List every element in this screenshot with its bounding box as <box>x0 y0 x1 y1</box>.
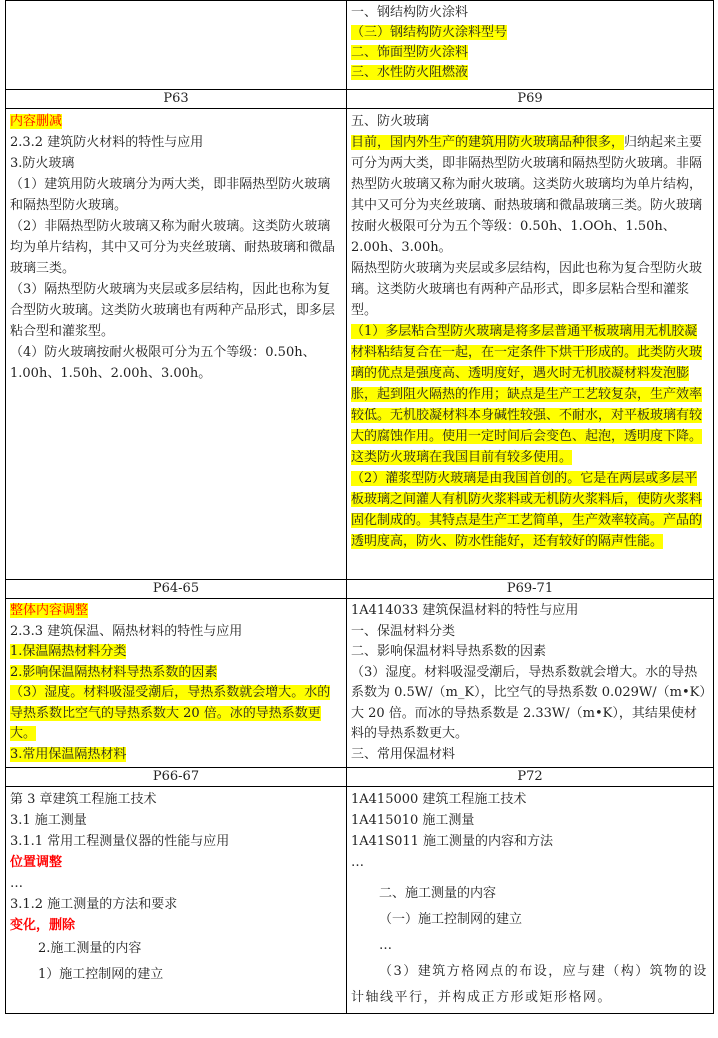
page-label: P69-71 <box>347 580 714 599</box>
paragraph: （3）建筑方格网点的布设，应与建（构）筑物的设计轴线平行，并构成正方形或矩形格网。 <box>351 964 708 1005</box>
text-line: 二、影响保温材料导热系数的因素 <box>351 644 547 659</box>
text-line: 2.3.2 建筑防火材料的特性与应用 <box>10 135 204 150</box>
comparison-table <box>5 0 714 1014</box>
left-cell-empty <box>6 1 347 90</box>
page-label: P69 <box>347 90 714 109</box>
paragraph: （3）隔热型防火玻璃为夹层或多层结构，因此也称为复合型防火玻璃。这类防火玻璃也有两种产品形式，即多层粘合型和灌浆型。 <box>10 282 336 339</box>
change-note: 位置调整 <box>10 855 63 870</box>
page-header-row <box>6 768 714 787</box>
paragraph: （1）建筑用防火玻璃分为两大类，即非隔热型防火玻璃和隔热型防火玻璃。 <box>10 177 331 213</box>
highlighted-text: 目前，国内外生产的建筑用防火玻璃品种很多， <box>351 135 625 150</box>
text-line: 1A41S011 施工测量的内容和方法 <box>351 834 554 849</box>
paragraph: 隔热型防火玻璃为夹层或多层结构，因此也称为复合型防火玻璃。这类防火玻璃也有两种产品形式，即多层粘合型和灌浆型。 <box>351 261 703 318</box>
highlighted-paragraph: （2）灌浆型防火玻璃是由我国首创的。它是在两层或多层平板玻璃之间灌人有机防火浆料或无机防火浆料后，使防火浆料固化制成的。其特点是生产工艺简单，生产效率较高。产品的透明度高，防火、防水性能好，还有较好的隔声性能。 <box>351 471 703 549</box>
highlighted-paragraph: （3）湿度。材料吸湿受潮后，导热系数就会增大。水的导热系数比空气的导热系数大 20 倍。冰的导热系数更大。 <box>10 685 331 741</box>
text-line: 3.1.1 常用工程测量仪器的性能与应用 <box>10 834 230 849</box>
section-title: 五、防火玻璃 <box>351 114 430 129</box>
highlighted-text: 3.常用保温隔热材料 <box>10 746 127 762</box>
highlighted-paragraph: （1）多层粘合型防火玻璃是将多层普通平板玻璃用无机胶凝材料粘结复合在一起，在一定条件下烘干形成的。此类防火玻璃的优点是强度高、透明度好，遇火时无机胶凝材料发泡膨胀，起到阻火隔热的作用；缺点是生产工艺较复杂，生产效率较低。无机胶凝材料本身碱性较强、不耐水，对平板玻璃有较大的腐蚀作用。使用一定时间后会变色、起泡，透明度下降。这类防火玻璃在我国目前有较多使用。 <box>351 324 703 465</box>
text-line: 1A415010 施工测量 <box>351 813 475 828</box>
paragraph: （4）防火玻璃按耐火极限可分为五个等级：0.50h、1.00h、1.50h、2.00h、3.00h。 <box>10 345 316 381</box>
left-cell-insulation <box>6 599 347 768</box>
ellipsis: … <box>379 938 392 953</box>
text-line: 2.施工测量的内容 <box>38 941 142 956</box>
right-cell-insulation <box>347 599 714 768</box>
paragraph-text: 归纳起来主要可分为两大类，即非隔热型防火玻璃和隔热型防火玻璃。非隔热型防火玻璃又称为耐火玻璃。这类防火玻璃均为单片结构，其中又可分为夹丝玻璃、耐热玻璃和微晶玻璃三类。防火玻璃按耐火极限可分为五个等级：0.50h、1.OOh、1.50h、2.00h、3.00h。 <box>351 135 703 255</box>
table-row <box>6 1 714 90</box>
page-label: P63 <box>6 90 347 109</box>
page-label: P72 <box>347 768 714 787</box>
left-cell-fireproof-glass <box>6 109 347 580</box>
table-row <box>6 109 714 580</box>
text-line: 第 3 章建筑工程施工技术 <box>10 792 157 807</box>
text-line: 一、钢结构防火涂料 <box>351 5 469 20</box>
change-note: 整体内容调整 <box>10 603 89 618</box>
text-line: 3.1 施工测量 <box>10 813 87 828</box>
text-line: 3.防火玻璃 <box>10 156 75 171</box>
highlighted-text: 三、水性防火阻燃液 <box>351 65 469 80</box>
page-header-row <box>6 580 714 599</box>
right-cell-survey <box>347 787 714 1014</box>
text-line: 1）施工控制网的建立 <box>38 967 164 982</box>
text-line: 3.1.2 施工测量的方法和要求 <box>10 897 178 912</box>
text-line: 1A414033 建筑保温材料的特性与应用 <box>351 603 579 618</box>
highlighted-text: 1.保温隔热材料分类 <box>10 644 127 659</box>
text-line: 一、保温材料分类 <box>351 623 456 639</box>
page-header-row <box>6 90 714 109</box>
right-cell-fireproof-glass <box>347 109 714 580</box>
right-cell-coatings <box>347 1 714 90</box>
text-line: 2.3.3 建筑保温、隔热材料的特性与应用 <box>10 623 243 639</box>
paragraph: （3）湿度。材料吸湿受潮后，导热系数就会增大。水的导热系数为 0.5W/（m_K），比空气的导热系数 0.029W/（m•K）大 20 倍。而冰的导热系数是 2.33W/（m•K），其结果使材料的导热系数更大。 <box>351 664 706 741</box>
table-row <box>6 787 714 1014</box>
highlighted-text: （三）钢结构防火涂料型号 <box>351 25 508 40</box>
ellipsis: … <box>351 855 364 870</box>
text-line: 1A415000 建筑工程施工技术 <box>351 792 527 807</box>
page-label: P66-67 <box>6 768 347 787</box>
text-line: 二、施工测量的内容 <box>379 886 497 901</box>
text-line: （一）施工控制网的建立 <box>379 912 523 927</box>
paragraph: （2）非隔热型防火玻璃又称为耐火玻璃。这类防火玻璃均为单片结构，其中又可分为夹丝玻璃、耐热玻璃和微晶玻璃三类。 <box>10 219 336 276</box>
page-label: P64-65 <box>6 580 347 599</box>
change-note: 变化，删除 <box>10 918 76 933</box>
text-line: 三、常用保温材料 <box>351 746 456 762</box>
table-row <box>6 599 714 768</box>
highlighted-text: 2.影响保温隔热材料导热系数的因素 <box>10 664 218 680</box>
change-note: 内容删减 <box>10 114 63 129</box>
ellipsis: … <box>10 876 23 891</box>
left-cell-survey <box>6 787 347 1014</box>
highlighted-text: 二、饰面型防火涂料 <box>351 45 469 60</box>
